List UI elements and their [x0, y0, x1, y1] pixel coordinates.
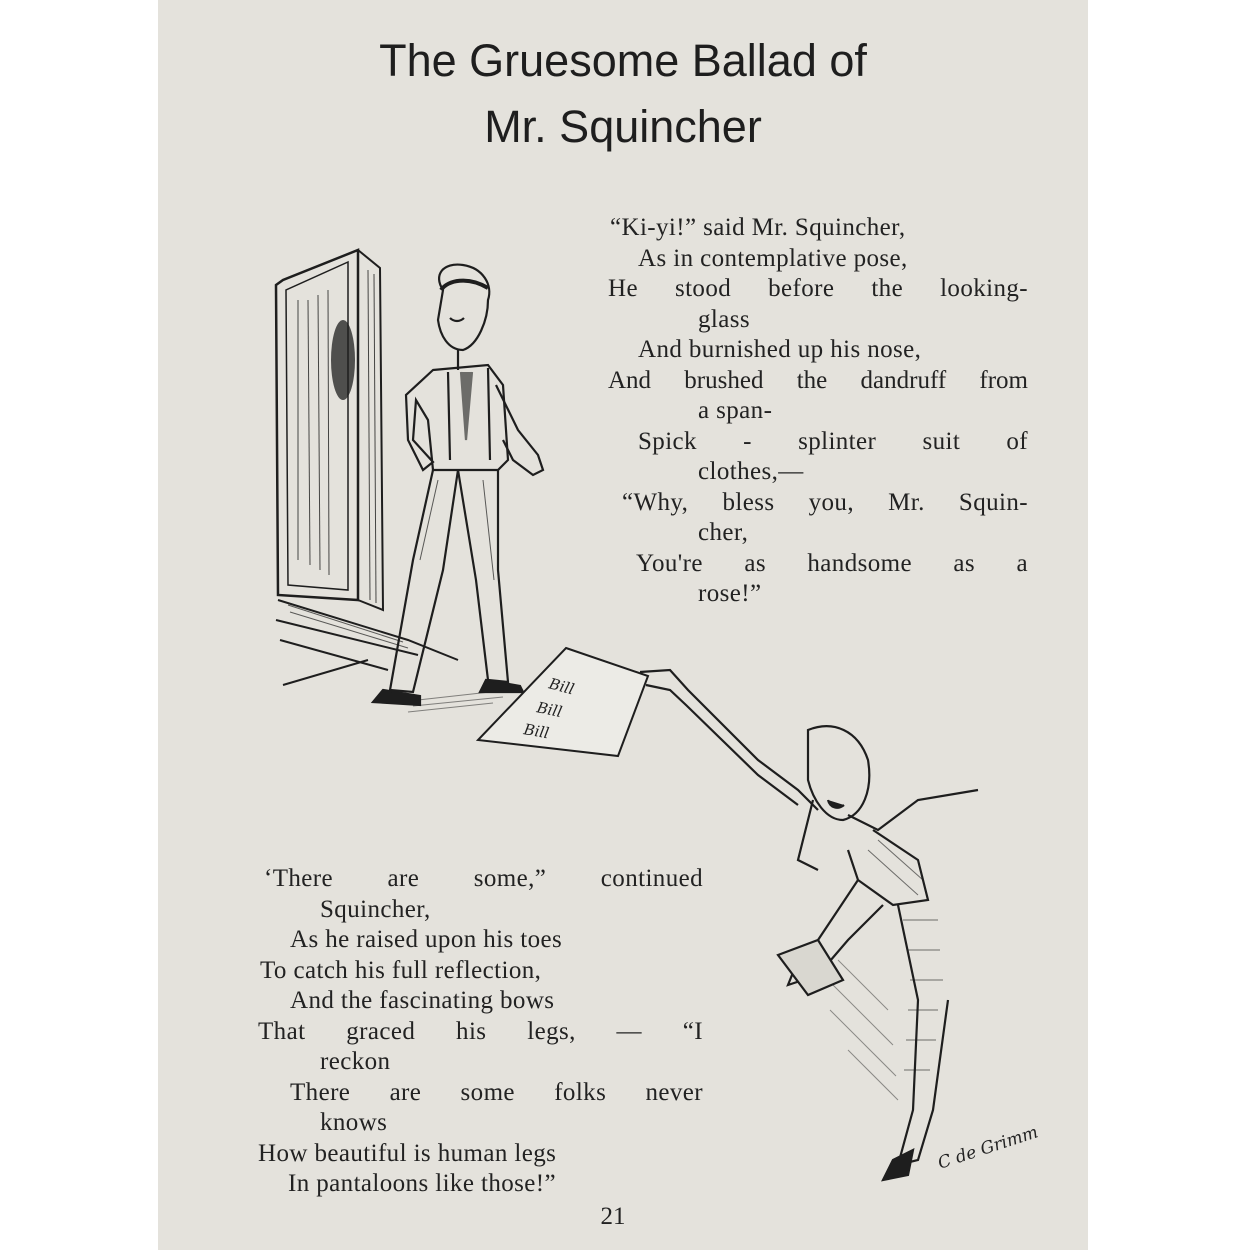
page-number: 21 [600, 1203, 626, 1230]
stanza-line: To catch his full reflection, [260, 956, 542, 984]
stanza-line: You're as handsome as a [636, 549, 1028, 577]
bill-paper [478, 648, 648, 756]
bill-text-1: Bill [546, 674, 577, 699]
stanza-line: And burnished up his nose, [638, 336, 922, 363]
title-line-2: Mr. Squincher [484, 101, 762, 152]
stanza-line: How beautiful is human legs [258, 1139, 557, 1167]
stanza-1 [608, 213, 1028, 610]
stanza-line: That graced his legs, — “I [258, 1017, 703, 1045]
stanza-2 [258, 864, 703, 1200]
bill-text-3: Bill [522, 720, 551, 743]
book-page [158, 0, 1088, 1250]
stanza-line: reckon [320, 1048, 391, 1075]
stanza-line: glass [698, 305, 750, 333]
stanza-line: rose!” [698, 580, 762, 607]
stanza-line: And brushed the dandruff from [608, 366, 1028, 394]
artist-signature: C de Grimm [935, 1122, 1041, 1174]
stanza-line: knows [320, 1109, 388, 1136]
bill-text-2: Bill [535, 698, 564, 722]
stanza-line: “Why, bless you, Mr. Squin- [622, 488, 1028, 516]
stanza-line: There are some folks never [290, 1078, 703, 1106]
mr-squincher-figure [373, 265, 543, 705]
stanza-line: clothes,— [698, 458, 804, 485]
stanza-line: In pantaloons like those!” [288, 1170, 556, 1197]
stanza-line: Spick - splinter suit of [638, 427, 1028, 455]
stanza-line: As in contemplative pose, [638, 244, 908, 272]
stanza-line: And the fascinating bows [290, 987, 555, 1014]
stanza-line: He stood before the looking- [608, 275, 1028, 302]
stanza-line: Squincher, [320, 895, 431, 923]
stanza-line: ‘There are some,” continued [264, 865, 703, 892]
stanza-line: a span- [698, 397, 773, 424]
stanza-line: “Ki-yi!” said Mr. Squincher, [610, 214, 906, 241]
title-line-1: The Gruesome Ballad of [379, 35, 867, 86]
stanza-line: cher, [698, 519, 749, 546]
stanza-line: As he raised upon his toes [290, 926, 563, 953]
